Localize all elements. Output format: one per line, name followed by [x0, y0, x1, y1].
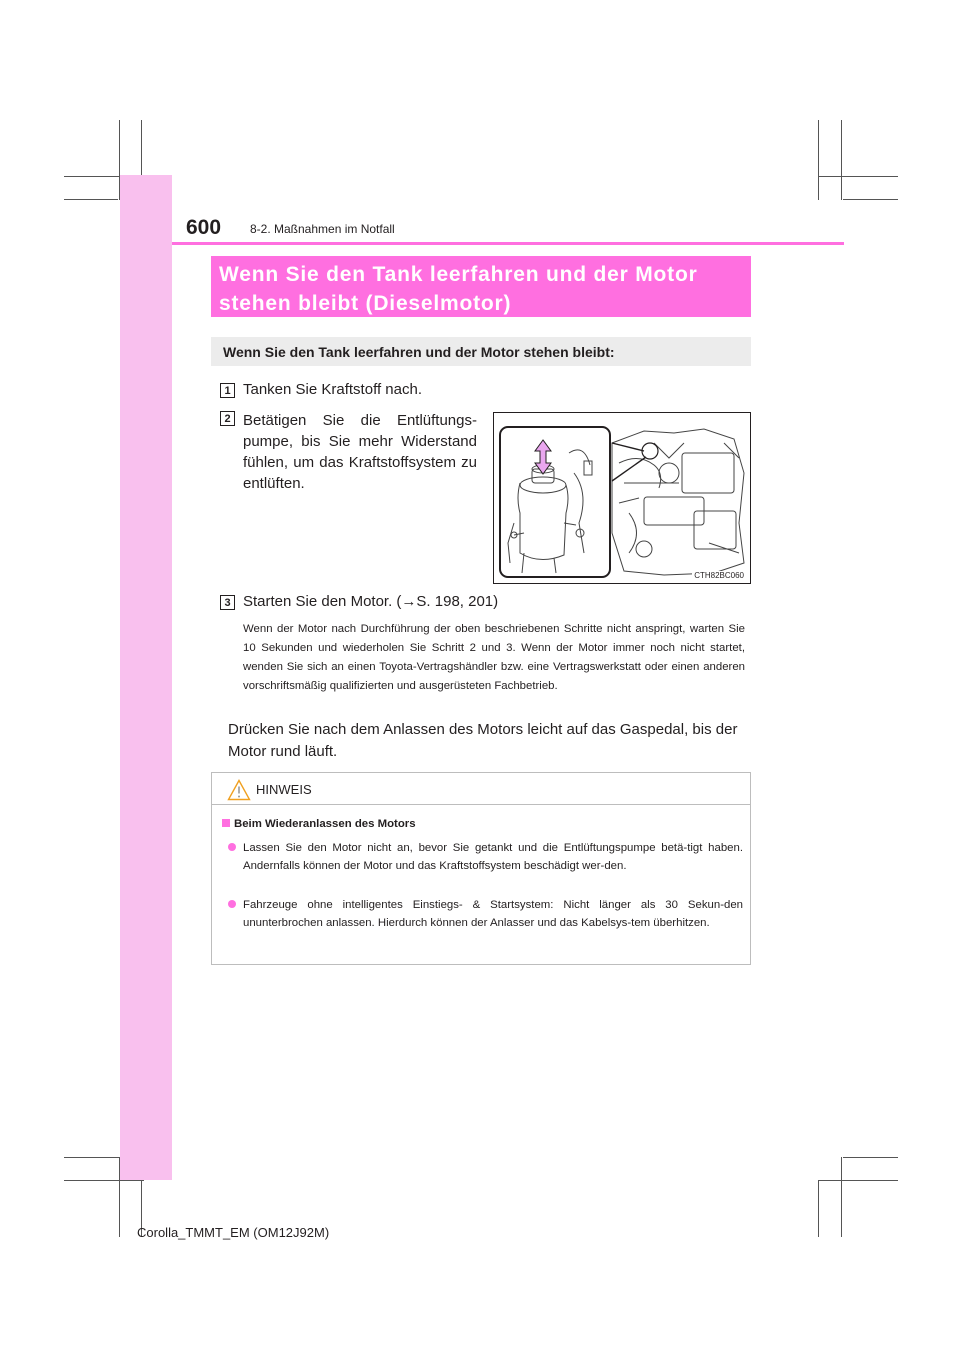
note-text: Wenn der Motor nach Durchführung der oben beschriebenen Schritte nicht anspringt, warten Sie 10 Sekunden und wiederholen Sie Schritt 2 und 3. Wenn der Motor immer noch nicht startet, wenden Sie sich an einen Toyota-Vertragshändler bzw. eine Vertragswerkstatt oder einen anderen vorschriftsmäßig qualifizierten und ausgerüsteten Fachbetrieb. — [243, 623, 745, 692]
step-number-3: 3 — [220, 595, 235, 610]
crop-mark — [64, 199, 118, 200]
step-text-2: Betätigen Sie die Entlüftungs-pumpe, bis Sie mehr Widerstand fühlen, um das Kraftstoffsystem zu entlüften. — [243, 412, 477, 492]
square-bullet-icon — [222, 819, 230, 827]
title-line-1: Wenn Sie den Tank leerfahren und der Motor — [219, 263, 698, 286]
notice-header — [212, 773, 750, 805]
crop-mark — [818, 176, 898, 177]
footer-doc-id: Corolla_TMMT_EM (OM12J92M) — [137, 1225, 330, 1240]
figure-code: CTH82BC060 — [694, 571, 744, 580]
crop-mark — [818, 120, 819, 200]
notice-bullet-2: Fahrzeuge ohne intelligentes Einstiegs- & Startsystem: Nicht länger als 30 Sekun-den ununterbrochen anlassen. Hierdurch können der Anlasser und das Kabelsys-tem überhitzen. — [243, 896, 743, 932]
notice-title-text: Beim Wiederanlassen des Motors — [234, 818, 416, 830]
margin-band — [120, 175, 172, 1180]
crop-mark — [841, 1157, 842, 1237]
notice-label: HINWEIS — [256, 782, 312, 797]
header-rule — [172, 242, 844, 245]
step-number-1: 1 — [220, 383, 235, 398]
step-text-1: Tanken Sie Kraftstoff nach. — [243, 381, 422, 398]
crop-mark — [64, 1157, 120, 1158]
notice-title — [222, 818, 416, 830]
crop-mark — [818, 1180, 898, 1181]
section-label: 8-2. Maßnahmen im Notfall — [250, 222, 395, 236]
notice-box — [211, 772, 751, 965]
main-paragraph: Drücken Sie nach dem Anlassen des Motors leicht auf das Gaspedal, bis der Motor rund läuft. — [228, 721, 738, 760]
title-banner — [211, 256, 751, 317]
crop-mark — [64, 1180, 144, 1181]
step-text-3: Starten Sie den Motor. (→S. 198, 201) — [243, 593, 499, 610]
crop-mark — [818, 1180, 819, 1237]
notice-bullet-1: Lassen Sie den Motor nicht an, bevor Sie getankt und die Entlüftungspumpe betä-tigt haben. Andernfalls können der Motor und das Kraftstoffsystem beschädigt wer-den. — [243, 839, 743, 875]
subheading: Wenn Sie den Tank leerfahren und der Motor stehen bleibt: — [211, 337, 751, 366]
page-number: 600 — [186, 216, 222, 239]
crop-mark — [843, 199, 898, 200]
step-number-2: 2 — [220, 411, 235, 426]
crop-mark — [841, 120, 842, 200]
engine-illustration — [493, 412, 751, 584]
crop-mark — [843, 1157, 898, 1158]
engine-drawing — [494, 413, 750, 583]
warning-triangle-icon — [227, 779, 251, 801]
title-line-2: stehen bleibt (Dieselmotor) — [219, 292, 512, 315]
